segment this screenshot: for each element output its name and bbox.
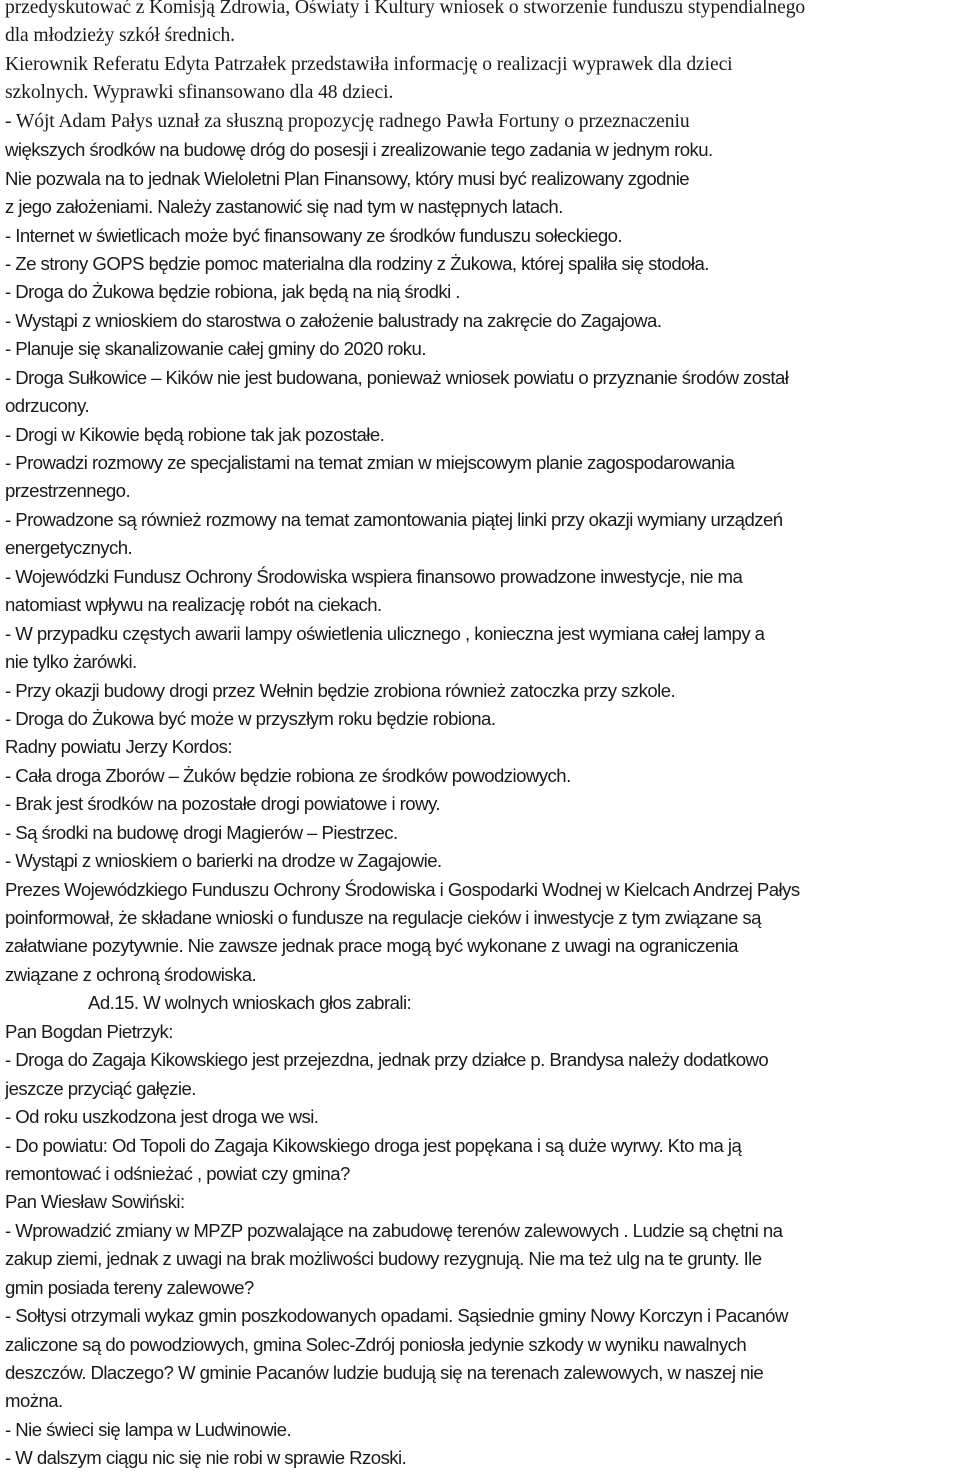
text-line: szkolnych. Wyprawki sfinansowano dla 48 dzieci. xyxy=(5,82,394,104)
text-line: - Droga do Zagaja Kikowskiego jest przejezdna, jednak przy działce p. Brandysa należy dodatkowo xyxy=(5,1049,769,1071)
text-line: - W dalszym ciągu nic się nie robi w sprawie Rzoski. xyxy=(5,1447,407,1469)
text-line: załatwiane pozytywnie. Nie zawsze jednak prace mogą być wykonane z uwagi na ograniczenia xyxy=(5,935,738,957)
text-line: większych środków na budowę dróg do posesji i zrealizowanie tego zadania w jednym roku. xyxy=(5,139,713,161)
text-line: nie tylko żarówki. xyxy=(5,651,137,673)
text-line: - Wystąpi z wnioskiem o barierki na drodze w Zagajowie. xyxy=(5,850,442,872)
text-line: Pan Bogdan Pietrzyk: xyxy=(5,1020,173,1042)
text-line: Pan Wiesław Sowiński: xyxy=(5,1191,185,1213)
text-line: przestrzennego. xyxy=(5,480,131,502)
text-line: Kierownik Referatu Edyta Patrzałek przedstawiła informację o realizacji wyprawek dla dzieci xyxy=(5,53,733,75)
text-line: energetycznych. xyxy=(5,537,133,559)
text-line: deszczów. Dlaczego? W gminie Pacanów ludzie budują się na terenach zalewowych, w naszej nie xyxy=(5,1362,764,1383)
text-line: zakup ziemi, jednak z uwagi na brak możliwości budowy rezygnują. Nie ma też ulg na te grunty. Ile xyxy=(5,1248,762,1270)
text-line: - Prowadzi rozmowy ze specjalistami na temat zmian w miejscowym planie zagospodarowania xyxy=(5,452,735,473)
document-page xyxy=(5,0,960,1473)
text-line: przedyskutować z Komisją Zdrowia, Oświaty i Kultury wniosek o stworzenie funduszu stypendialnego xyxy=(5,0,806,18)
text-line: - Od roku uszkodzona jest droga we wsi. xyxy=(5,1106,319,1128)
text-line: - Droga do Żukowa być może w przyszłym roku będzie robiona. xyxy=(5,707,496,729)
text-line: - Wystąpi z wnioskiem do starostwa o założenie balustrady na zakręcie do Zagajowa. xyxy=(5,309,662,331)
text-line: - Cała droga Zborów – Żuków będzie robiona ze środków powodziowych. xyxy=(5,764,571,786)
text-line: - Są środki na budowę drogi Magierów – Piestrzec. xyxy=(5,821,398,843)
text-line: - Ze strony GOPS będzie pomoc materialna dla rodziny z Żukowa, której spaliła się stodoła. xyxy=(5,252,709,274)
text-line: - Planuje się skanalizowanie całej gminy do 2020 roku. xyxy=(5,338,426,360)
text-line: z jego założeniami. Należy zastanowić się nad tym w następnych latach. xyxy=(5,196,563,218)
text-line: - Droga Sułkowice – Kików nie jest budowana, ponieważ wniosek powiatu o przyznanie środów został xyxy=(5,366,789,388)
text-line: - Prowadzone są również rozmowy na temat zamontowania piątej linki przy okazji wymiany urządzeń xyxy=(5,508,783,530)
text-line: - W przypadku częstych awarii lampy oświetlenia ulicznego , konieczna jest wymiana całej lampy a xyxy=(5,622,765,644)
text-line: natomiast wpływu na realizację robót na ciekach. xyxy=(5,594,382,616)
text-line: - Wprowadzić zmiany w MPZP pozwalające na zabudowę terenów zalewowych . Ludzie są chętni na xyxy=(5,1219,783,1241)
text-line: Radny powiatu Jerzy Kordos: xyxy=(5,736,232,758)
text-line: jeszcze przyciąć gałęzie. xyxy=(5,1077,196,1099)
text-line: dla młodzieży szkół średnich. xyxy=(5,25,235,47)
text-line: - Droga do Żukowa będzie robiona, jak będą na nią środki . xyxy=(5,281,460,303)
text-line: - Sołtysi otrzymali wykaz gmin poszkodowanych opadami. Sąsiednie gminy Nowy Korczyn i Pacanów xyxy=(5,1305,788,1327)
text-line: - Przy okazji budowy drogi przez Wełnin będzie zrobiona również zatoczka przy szkole. xyxy=(5,679,676,701)
text-line: - Internet w świetlicach może być finansowany ze środków funduszu sołeckiego. xyxy=(5,224,623,246)
text-line: - Do powiatu: Od Topoli do Zagaja Kikowskiego droga jest popękana i są duże wyrwy. Kto ma ją xyxy=(5,1134,742,1156)
text-line: można. xyxy=(5,1390,63,1412)
text-line: - Nie świeci się lampa w Ludwinowie. xyxy=(5,1418,292,1440)
text-line: gmin posiada tereny zalewowe? xyxy=(5,1276,254,1298)
text-line: Prezes Wojewódzkiego Funduszu Ochrony Środowiska i Gospodarki Wodnej w Kielcach Andrzej Pałys xyxy=(5,878,800,900)
text-line: Nie pozwala na to jednak Wieloletni Plan Finansowy, który musi być realizowany zgodnie xyxy=(5,167,690,189)
text-line: - Wójt Adam Pałys uznał za słuszną propozycję radnego Pawła Fortuny o przeznaczeniu xyxy=(5,110,690,132)
text-line: odrzucony. xyxy=(5,395,90,417)
text-line: - Drogi w Kikowie będą robione tak jak pozostałe. xyxy=(5,423,385,445)
text-line: związane z ochroną środowiska. xyxy=(5,963,257,985)
text-line: remontować i odśnieżać , powiat czy gmina? xyxy=(5,1162,350,1184)
text-line: - Brak jest środków na pozostałe drogi powiatowe i rowy. xyxy=(5,793,440,815)
text-line: zaliczone są do powodziowych, gmina Solec-Zdrój poniosła jedynie szkody w wyniku nawalnych xyxy=(5,1333,747,1355)
text-line: poinformował, że składane wnioski o fundusze na regulacje cieków i inwestycje z tym związane są xyxy=(5,907,761,928)
text-line: - Wojewódzki Fundusz Ochrony Środowiska wspiera finansowo prowadzone inwestycje, nie ma xyxy=(5,565,743,587)
text-line: Ad.15. W wolnych wnioskach głos zabrali: xyxy=(88,992,412,1014)
